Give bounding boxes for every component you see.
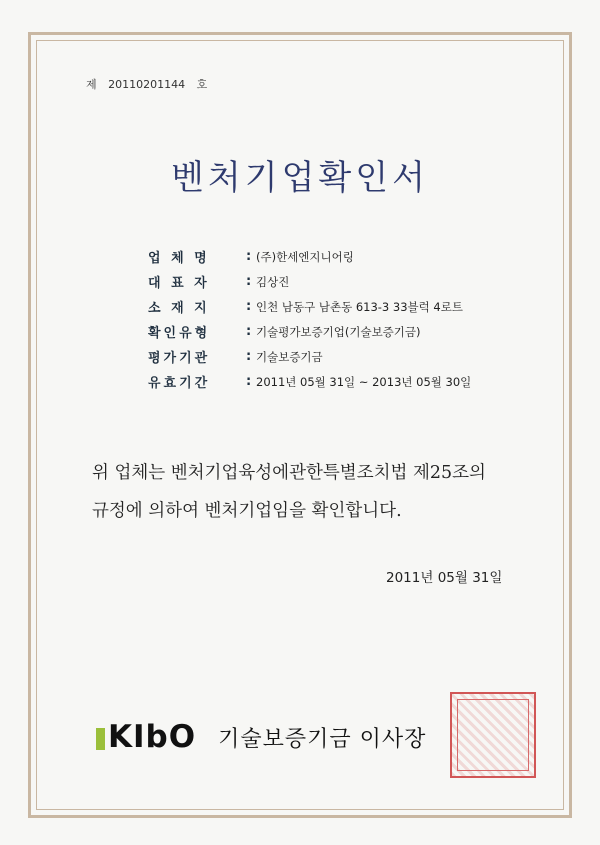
info-row-validity <box>148 369 508 394</box>
info-row-representative <box>148 269 508 294</box>
serial-value: 20110201144 <box>108 78 186 91</box>
logo-accent-bar <box>96 728 105 750</box>
info-value: 기술보증기금 <box>256 349 323 364</box>
info-colon: : <box>246 249 252 264</box>
kibo-logo <box>96 719 197 755</box>
info-label: 확인유형 <box>148 326 211 341</box>
info-value: 기술평가보증기업(기술보증기금) <box>256 324 421 339</box>
serial-prefix: 제 <box>86 78 97 91</box>
info-colon: : <box>246 349 252 364</box>
serial-number <box>86 76 215 92</box>
info-value: 인천 남동구 남촌동 613-3 33블럭 4로트 <box>256 299 463 314</box>
statement-line-2: 규정에 의하여 벤처기업임을 확인합니다. <box>92 501 402 521</box>
info-row-company <box>148 244 508 269</box>
statement-line-1: 위 업체는 벤처기업육성에관한특별조치법 제25조의 <box>92 463 486 483</box>
info-label: 대 표 자 <box>148 276 210 291</box>
certification-statement <box>92 454 562 530</box>
info-label: 업 체 명 <box>148 251 210 266</box>
info-row-location <box>148 294 508 319</box>
info-colon: : <box>246 324 252 339</box>
official-seal-stamp <box>450 692 536 778</box>
info-value: 2011년 05월 31일 ~ 2013년 05월 30일 <box>256 374 472 389</box>
document-title: 벤처기업확인서 <box>171 158 429 198</box>
info-table <box>148 244 508 394</box>
issue-date: 2011년 05월 31일 <box>386 570 503 586</box>
info-label: 유효기간 <box>148 376 211 391</box>
info-row-type <box>148 319 508 344</box>
info-value: 김상진 <box>256 274 290 289</box>
info-colon: : <box>246 274 252 289</box>
issuer-footer <box>96 719 427 755</box>
issuer-organization: 기술보증기금 이사장 <box>218 727 427 752</box>
info-colon: : <box>246 374 252 389</box>
info-label: 소 재 지 <box>148 301 210 316</box>
info-row-agency <box>148 344 508 369</box>
logo-text: KIbO <box>108 719 197 755</box>
info-colon: : <box>246 299 252 314</box>
info-label: 평가기관 <box>148 351 211 366</box>
serial-suffix: 호 <box>196 78 208 91</box>
info-value: (주)한세엔지니어링 <box>256 249 354 264</box>
